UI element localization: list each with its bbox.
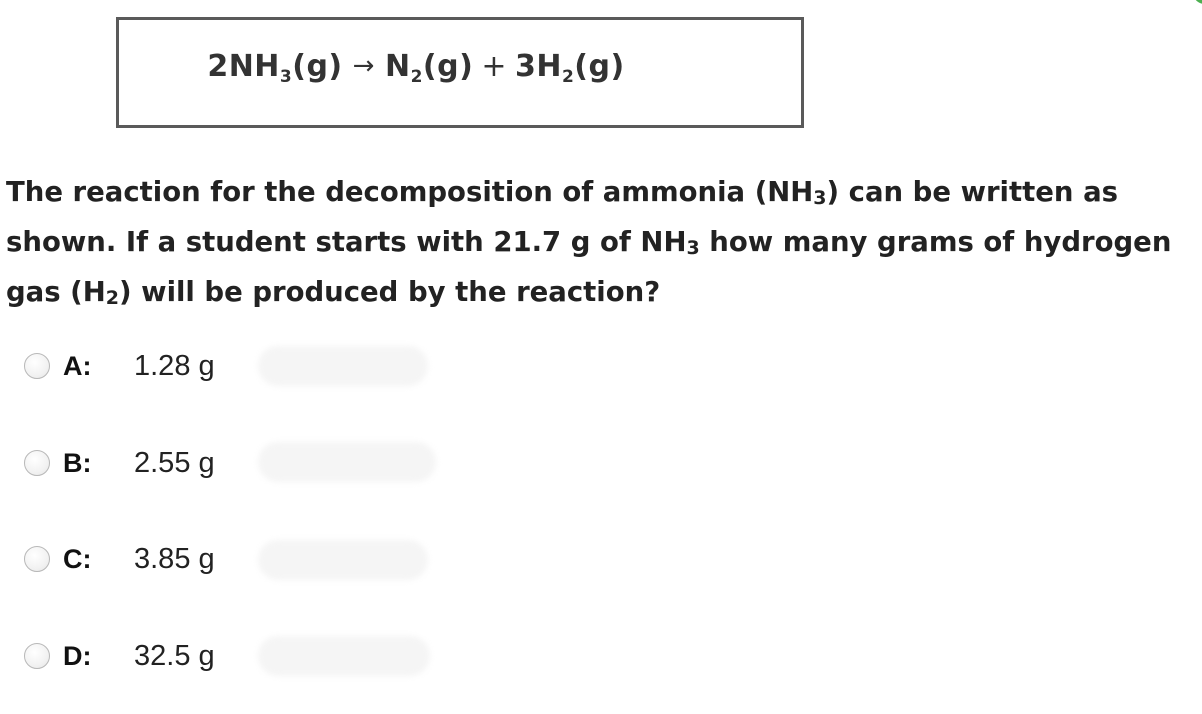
- product2-coefficient: 3: [514, 48, 537, 84]
- product2-state: (g): [574, 48, 625, 84]
- chemical-equation: [207, 49, 624, 87]
- equation-box: [116, 17, 804, 128]
- option-c-letter: C:: [63, 543, 92, 574]
- option-a-letter: A:: [63, 350, 92, 381]
- radio-c[interactable]: [24, 546, 50, 572]
- product1-formula: N: [384, 48, 411, 84]
- product2-formula: H: [536, 48, 562, 84]
- question-part4: ) will be produced by the reaction?: [119, 276, 661, 308]
- reactant-coefficient: 2: [207, 48, 229, 84]
- option-a[interactable]: [24, 346, 215, 386]
- option-c[interactable]: [24, 539, 215, 579]
- radio-a[interactable]: [24, 353, 50, 379]
- smudge: [258, 442, 436, 482]
- smudge: [258, 636, 430, 676]
- reactant-formula: NH: [228, 48, 280, 84]
- plus-sign: +: [481, 48, 507, 84]
- question-sub2: 3: [686, 237, 700, 259]
- option-b[interactable]: [24, 443, 215, 483]
- product2-subscript: 2: [561, 66, 575, 87]
- product1-subscript: 2: [410, 66, 423, 87]
- option-c-value: 3.85 g: [134, 542, 215, 575]
- question-part3: how many grams of hydrogen gas (H: [6, 226, 1172, 308]
- option-d-letter: D:: [63, 640, 92, 671]
- radio-b[interactable]: [24, 450, 50, 476]
- option-d-value: 32.5 g: [134, 639, 215, 672]
- smudge: [258, 346, 428, 386]
- status-dot-icon: [1194, 0, 1202, 4]
- smudge: [258, 540, 428, 580]
- radio-d[interactable]: [24, 643, 50, 669]
- reactant-state: (g): [292, 48, 343, 84]
- question-sub3: 2: [105, 287, 120, 309]
- question-sub1: 3: [813, 187, 827, 209]
- option-b-value: 2.55 g: [134, 446, 215, 479]
- option-b-letter: B:: [63, 447, 92, 478]
- question-part1: The reaction for the decomposition of ammonia (NH: [6, 176, 814, 208]
- reaction-arrow-icon: →: [352, 50, 375, 81]
- reactant-subscript: 3: [279, 66, 293, 87]
- option-a-value: 1.28 g: [134, 349, 215, 382]
- question-text: [6, 170, 1196, 320]
- option-d[interactable]: [24, 636, 215, 676]
- product1-state: (g): [422, 48, 474, 84]
- question-part2: ) can be written as shown. If a student starts with 21.7 g of NH: [6, 176, 1119, 258]
